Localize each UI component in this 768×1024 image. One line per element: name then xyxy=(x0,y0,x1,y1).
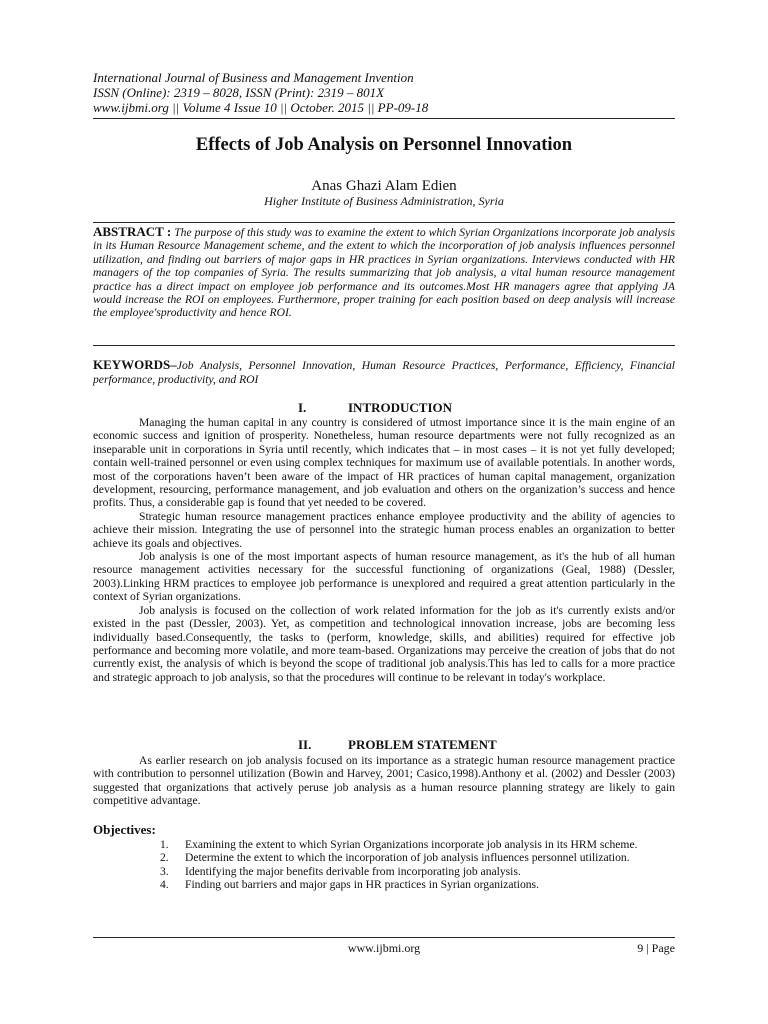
section-heading-problem-statement xyxy=(93,737,675,753)
list-number: 1. xyxy=(160,838,169,851)
paragraph: Job analysis is one of the most important aspects of human resource management, as it's the hub of all human resource management activities necessary for the successful functioning of organizations (Geal, 1988) (Dessler, 2003).Linking HRM practices to employee job performance is unexplored and required a great attention particularly in the context of Syrian organizations. xyxy=(93,550,675,604)
section-title: PROBLEM STATEMENT xyxy=(348,737,497,752)
objectives-heading: Objectives: xyxy=(93,822,156,837)
author-affiliation: Higher Institute of Business Administration, Syria xyxy=(264,194,504,208)
list-item xyxy=(160,878,675,891)
list-text: Determine the extent to which the incorporation of job analysis influences personnel utilization. xyxy=(185,851,630,865)
section-number: I. xyxy=(298,400,307,415)
list-item xyxy=(160,838,675,851)
list-text: Examining the extent to which Syrian Organizations incorporate job analysis in its HRM scheme. xyxy=(185,838,638,851)
footer-url: www.ijbmi.org xyxy=(347,941,421,955)
journal-name: International Journal of Business and Management Invention xyxy=(93,70,414,85)
list-item xyxy=(160,851,675,864)
keywords xyxy=(93,358,675,387)
header-divider xyxy=(93,118,675,119)
paragraph: As earlier research on job analysis focused on its importance as a strategic human resource management practice with contribution to personnel utilization (Bowin and Harvey, 2001; Casico,1998).Anthony et al. (2002) and Dessler (2003) suggested that organizations that actively peruse job analysis as a human resource planning strategy are likely to gain competitive advantage. xyxy=(93,754,675,808)
journal-issn: ISSN (Online): 2319 – 8028, ISSN (Print): 2319 – 801X xyxy=(93,85,385,100)
footer-divider xyxy=(93,937,675,938)
abstract-top-rule xyxy=(93,222,675,223)
paragraph: Strategic human resource management practices enhance employee productivity and the ability of agencies to achieve their mission. Integrating the use of personnel into the strategic human process enables an organization to better achieve its goals and objectives. xyxy=(93,509,675,550)
page-footer xyxy=(93,940,675,956)
abstract-text: The purpose of this study was to examine the extent to which Syrian Organizations incorporate job analysis in its Human Resource Management scheme, and the extent to which the incorporation of job analysis influences personnel utilization, and finding out barriers of major gaps in HR practices in Syrian organizations. Interviews conducted with HR managers of the top companies of Syria. The results summarizing that job analysis, a vital human resource management practice has a direct impact on employee job performance and its outcomes.Most HR managers agree that applying JA would increase the ROI on employees. Furthermore, proper training for each position based on deep analysis will increase the employee'sproductivity and hence ROI. xyxy=(93,226,676,320)
paper-title: Effects of Job Analysis on Personnel Innovation xyxy=(195,135,573,155)
list-number: 4. xyxy=(160,878,169,892)
list-item xyxy=(160,865,675,878)
problem-statement-body xyxy=(93,754,675,808)
list-text: Finding out barriers and major gaps in HR practices in Syrian organizations. xyxy=(185,878,539,892)
author-name: Anas Ghazi Alam Edien xyxy=(311,178,457,194)
list-number: 2. xyxy=(160,851,169,865)
objectives-list xyxy=(160,838,675,892)
section-title: INTRODUCTION xyxy=(348,400,453,415)
paragraph: Managing the human capital in any country is considered of utmost importance since it is the main engine of an economic success and ignition of prosperity. Nonetheless, human resource departments were not fully recognized as an inseparable unit in corporations in Syria until recently, which indicates that – in most cases – it is not yet fully developed; contain well-trained personnel or even using complex techniques for maximum use of available potentials. In another words, most of the corporations haven’t been aware of the impact of HR practices of human capital management, organization development, resourcing, performance management, and job evaluation and others on the organization’s success and hence profits. Thus, a considerable gap is found that yet needed to be covered. xyxy=(93,416,675,510)
abstract xyxy=(93,225,675,320)
journal-header xyxy=(93,70,683,115)
page-number: 9 | Page xyxy=(637,941,675,955)
introduction-body xyxy=(93,416,675,684)
paragraph: Job analysis is focused on the collection of work related information for the job as it's currently exists and/or existed in the past (Dessler, 2003). Yet, as competition and technological innovation increase, jobs are becoming less individually based.Consequently, the tasks to (perform, knowledge, skills, and abilities) required for effective job performance and becoming more volatile, and more team-based. Organizations may perceive the creation of jobs that do not currently exist, the analysis of which is beyond the scope of traditional job analysis.This has led to calls for a more practice and strategic approach to job analysis, so that the procedures will continue to be relevant in today's workplace. xyxy=(93,603,675,684)
list-text: Identifying the major benefits derivable from incorporating job analysis. xyxy=(185,864,521,878)
section-number: II. xyxy=(298,737,312,752)
keywords-label: KEYWORDS– xyxy=(93,357,177,372)
journal-issue: www.ijbmi.org || Volume 4 Issue 10 || October. 2015 || PP-09-18 xyxy=(93,100,429,115)
list-number: 3. xyxy=(160,864,169,878)
section-heading-introduction xyxy=(93,400,675,416)
abstract-bottom-rule xyxy=(93,345,675,346)
keywords-text: Job Analysis, Personnel Innovation, Human Resource Practices, Performance, Efficiency, Financial performance, productivity, and ROI xyxy=(93,359,675,386)
abstract-label: ABSTRACT : xyxy=(93,224,172,239)
